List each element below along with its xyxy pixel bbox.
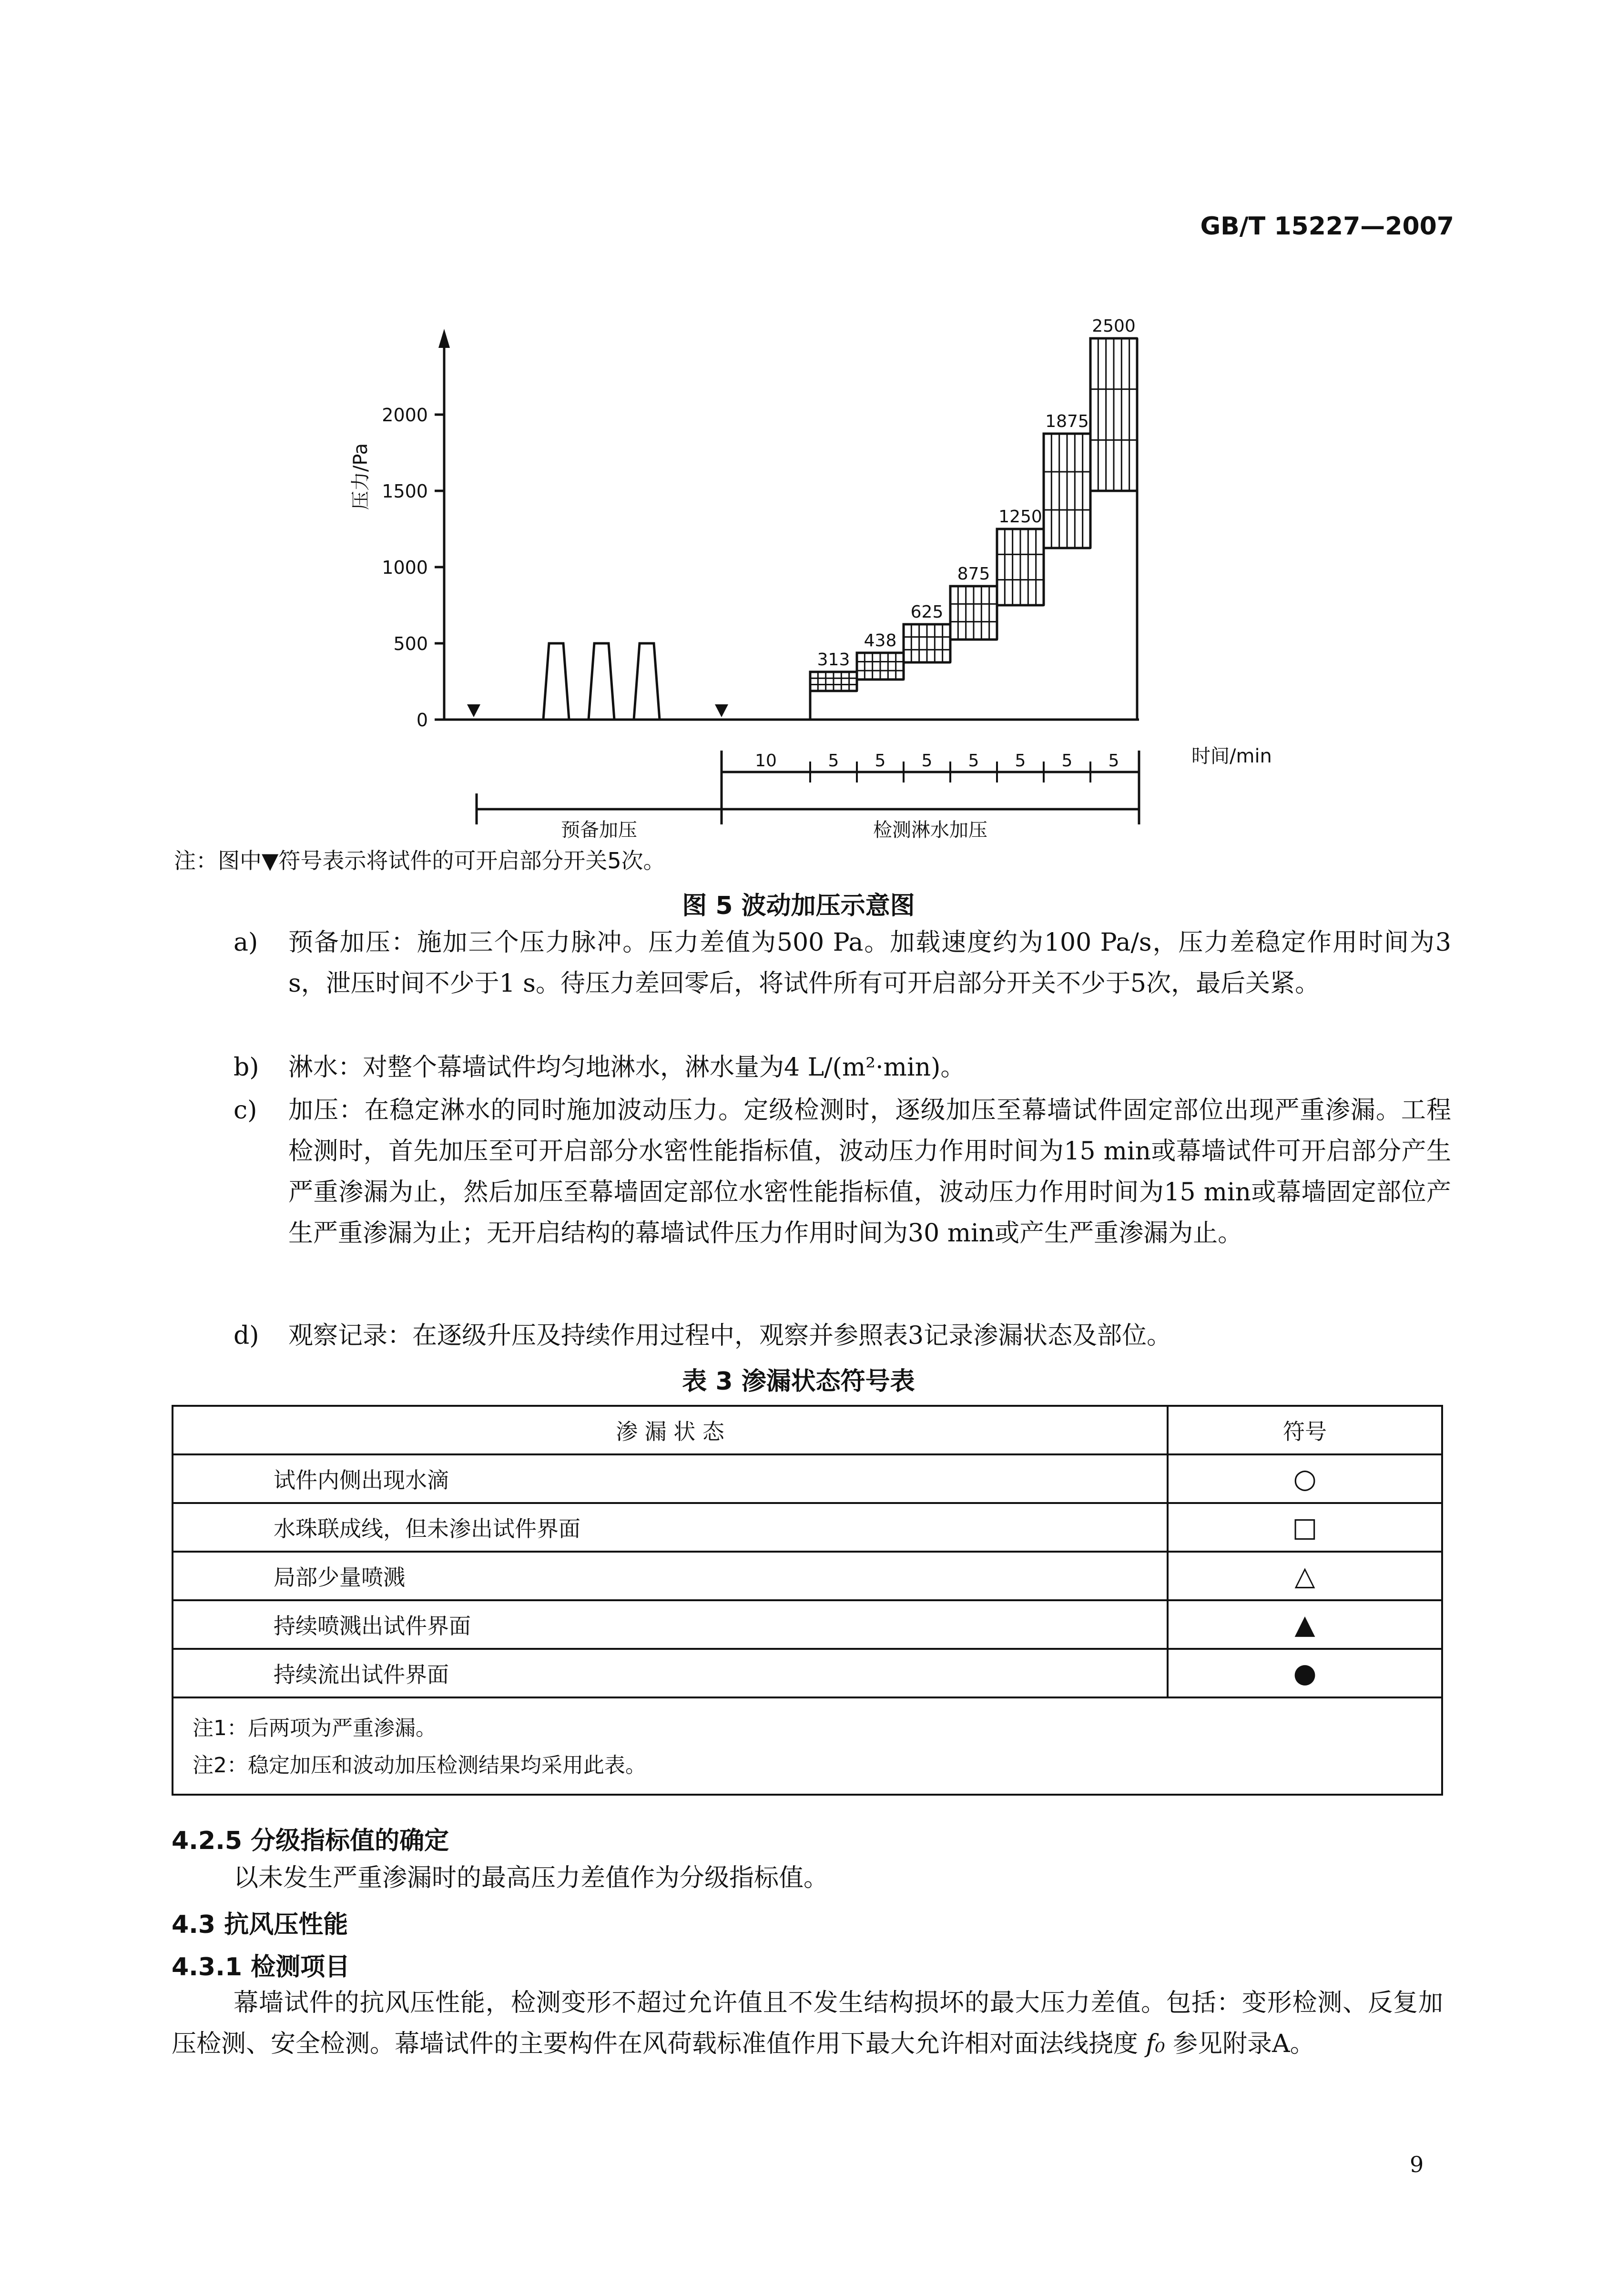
table-header-row [173, 1406, 1442, 1454]
table-caption: 表 3 渗漏状态符号表 [682, 1367, 915, 1396]
y-tick-label: 500 [393, 633, 428, 654]
switch-marker [715, 704, 728, 717]
y-tick-label: 1000 [382, 557, 428, 578]
symbol-cell: ○ [1168, 1454, 1442, 1503]
page-number: 9 [1410, 2152, 1424, 2177]
step-value-label: 625 [910, 602, 944, 622]
pressure-pulse [543, 643, 569, 720]
time-segment-label: 5 [875, 751, 886, 771]
time-segment-label: 5 [1108, 751, 1119, 771]
section-4-3-title: 4.3 抗风压性能 [172, 1910, 348, 1939]
state-cell: 局部少量喷溅 [173, 1552, 1168, 1600]
deflection-symbol: f₀ [1146, 2030, 1165, 2058]
table-row [173, 1600, 1442, 1649]
item-text: 预备加压：施加三个压力脉冲。压力差值为500 Pa。加载速度约为100 Pa/s，压力差稳定作用时间为3 s，泄压时间不少于1 s。待压力差回零后，将试件所有可开启部分开关不少于5次，最后关紧。 [288, 928, 1451, 998]
item-text: 淋水：对整个幕墙试件均匀地淋水，淋水量为4 L/(m²·min)。 [288, 1053, 966, 1082]
item-text: 加压：在稳定淋水的同时施加波动压力。定级检测时，逐级加压至幕墙试件固定部位出现严重渗漏。工程检测时，首先加压至可开启部分水密性能指标值，波动压力作用时间为15 min或幕墙试件可开启部分产生严重渗漏为止，然后加压至幕墙固定部位水密性能指标值，波动压力作用时间为15 min或幕墙固定部位产生严重渗漏为止；无开启结构的幕墙试件压力作用时间为30 min或产生严重渗漏为止。 [288, 1096, 1451, 1248]
step-value-label: 1250 [998, 507, 1042, 527]
state-cell: 持续流出试件界面 [173, 1649, 1168, 1697]
time-segment-label: 10 [755, 751, 777, 771]
item-text: 观察记录：在逐级升压及持续作用过程中，观察并参照表3记录渗漏状态及部位。 [288, 1321, 1172, 1350]
phase-test-label: 检测淋水加压 [873, 819, 987, 839]
y-tick-label: 1500 [382, 481, 428, 502]
figure-caption: 图 5 波动加压示意图 [682, 892, 915, 920]
time-segment-label: 5 [1061, 751, 1073, 771]
time-segment-label: 5 [968, 751, 979, 771]
y-tick-label: 2000 [382, 405, 428, 426]
item-label: d) [234, 1321, 259, 1350]
section-4-3-1-title: 4.3.1 检测项目 [172, 1953, 350, 1981]
symbol-cell: ● [1168, 1649, 1442, 1697]
column-header-symbol: 符号 [1168, 1406, 1442, 1454]
step-value-label: 1875 [1045, 412, 1089, 431]
item-label: b) [234, 1053, 259, 1082]
state-cell: 持续喷溅出试件界面 [173, 1600, 1168, 1649]
time-segment-label: 5 [921, 751, 933, 771]
figure-note: 注：图中▼符号表示将试件的可开启部分开关5次。 [174, 848, 665, 874]
wave-pressure-figure [0, 0, 1597, 839]
step-value-label: 875 [957, 564, 990, 584]
symbol-cell: □ [1168, 1503, 1442, 1552]
phase-preparation-label: 预备加压 [561, 819, 637, 839]
table-note-2: 注2：稳定加压和波动加压检测结果均采用此表。 [193, 1753, 646, 1778]
time-segment-label: 5 [828, 751, 839, 771]
table-note-1: 注1：后两项为严重渗漏。 [193, 1716, 437, 1740]
section-4-3-1-tail: 参见附录A。 [1173, 2030, 1315, 2058]
section-4-3-1-text [172, 1982, 1443, 2064]
pressure-pulse [634, 643, 660, 720]
item-label: a) [234, 928, 258, 957]
table-row [173, 1552, 1442, 1600]
list-item-c [172, 1090, 1449, 1338]
time-segment-label: 5 [1015, 751, 1026, 771]
table-row [173, 1454, 1442, 1503]
column-header-state: 渗 漏 状 态 [173, 1406, 1168, 1454]
y-tick-label: 0 [416, 710, 428, 731]
table-notes-row [173, 1697, 1442, 1795]
symbol-cell: ▲ [1168, 1600, 1442, 1649]
standard-code: GB/T 15227—2007 [1200, 212, 1454, 241]
section-4-3-1-body: 幕墙试件的抗风压性能，检测变形不超过允许值且不发生结构损坏的最大压力差值。包括：变形检测、反复加压检测、安全检测。幕墙试件的主要构件在风荷载标准值作用下最大允许相对面法线挠度 [172, 1989, 1443, 2058]
step-value-label: 2500 [1092, 316, 1136, 336]
list-item-b [172, 1047, 1449, 1088]
table-row [173, 1503, 1442, 1552]
switch-marker [467, 704, 480, 717]
step-value-label: 313 [817, 650, 850, 670]
x-axis-label: 时间/min [1191, 745, 1272, 767]
symbol-cell: △ [1168, 1552, 1442, 1600]
pressure-pulse [589, 643, 614, 720]
leakage-symbol-table [172, 1405, 1443, 1796]
state-cell: 水珠联成线，但未渗出试件界面 [173, 1503, 1168, 1552]
list-item-d [172, 1315, 1449, 1356]
list-item-a [172, 922, 1449, 1046]
y-axis-arrow [438, 329, 450, 348]
step-value-label: 438 [864, 630, 897, 650]
table-row [173, 1649, 1442, 1697]
table-notes [173, 1697, 1442, 1795]
item-label: c) [234, 1096, 257, 1125]
y-axis-label: 压力/Pa [350, 443, 372, 510]
state-cell: 试件内侧出现水滴 [173, 1454, 1168, 1503]
section-4-2-5-title: 4.2.5 分级指标值的确定 [172, 1827, 449, 1855]
section-4-2-5-text: 以未发生严重渗漏时的最高压力差值作为分级指标值。 [234, 1864, 829, 1892]
